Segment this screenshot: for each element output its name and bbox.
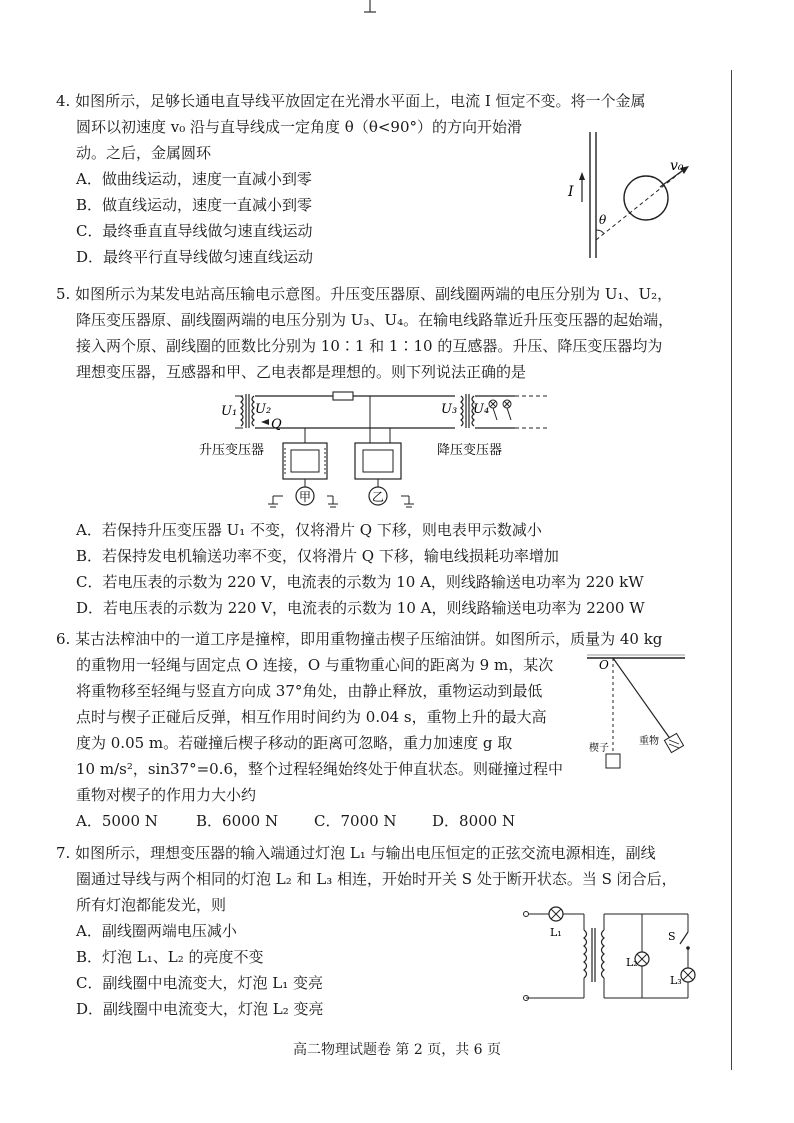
q4-option-a: A．做曲线运动，速度一直减小到零 xyxy=(76,170,312,188)
q4-angle-label: θ xyxy=(599,213,607,227)
q6-weight-label: 重物 xyxy=(639,736,659,747)
q4-figure xyxy=(560,130,700,260)
q5-u1-label: U₁ xyxy=(221,404,238,419)
q6-option-a: A．5000 N xyxy=(76,812,158,830)
q7-l1-label: L₁ xyxy=(550,926,562,939)
q7-option-c: C．副线圈中电流变大，灯泡 L₁ 变亮 xyxy=(76,974,323,992)
q5-step-down-label: 降压变压器 xyxy=(437,443,503,458)
margin-rule xyxy=(731,70,732,1070)
q5-meter-b-label: 乙 xyxy=(372,490,385,504)
q6-options-row xyxy=(56,808,696,834)
q7-option-b: B．灯泡 L₁、L₂ 的亮度不变 xyxy=(76,948,264,966)
q6-option-d: D．8000 N xyxy=(432,812,516,830)
q7-l2-label: L₂ xyxy=(626,956,638,969)
q5-u3-label: U₃ xyxy=(441,402,458,417)
q7-figure xyxy=(520,902,700,1010)
q6-line-6: 10 m/s²，sin37°=0.6，整个过程轻绳始终处于伸直状态。则碰撞过程中 xyxy=(76,760,564,778)
q6-option-b: B．6000 N xyxy=(196,812,279,830)
q5-option-a: A．若保持升压变压器 U₁ 不变，仅将滑片 Q 下移，则电表甲示数减小 xyxy=(76,521,542,539)
q6-wedge-label: 楔子 xyxy=(589,743,609,754)
q4-velocity-label: v₀ xyxy=(670,158,684,174)
q4-current-label: I xyxy=(568,184,574,200)
q5-line-4: 理想变压器，互感器和甲、乙电表都是理想的。则下列说法正确的是 xyxy=(76,363,527,381)
q5-figure xyxy=(199,388,555,513)
q6-line-3: 将重物移至轻绳与竖直方向成 37°角处，由静止释放，重物运动到最低 xyxy=(76,682,543,700)
q6-figure xyxy=(585,652,705,777)
q4-line-1: 4. 如图所示，足够长通电直导线平放固定在光滑水平面上，电流 I 恒定不变。将一个金属 xyxy=(56,92,646,110)
page-footer: 高二物理试题卷 第 2 页，共 6 页 xyxy=(292,1042,502,1058)
q4-option-c: C．最终垂直直导线做匀速直线运动 xyxy=(76,222,313,240)
q4-line-2: 圆环以初速度 v₀ 沿与直导线成一定角度 θ（θ<90°）的方向开始滑 xyxy=(76,118,523,136)
q5-u4-label: U₄ xyxy=(473,402,490,417)
question-5-options xyxy=(56,517,696,621)
q7-line-3: 所有灯泡都能发光，则 xyxy=(76,896,227,914)
q6-line-7: 重物对楔子的作用力大小约 xyxy=(76,786,257,804)
q7-line-2: 圈通过导线与两个相同的灯泡 L₂ 和 L₃ 相连，开始时开关 S 处于断开状态。当 S 闭合后， xyxy=(76,870,677,888)
q4-option-d: D．最终平行直导线做匀速直线运动 xyxy=(76,248,314,266)
q6-option-c: C．7000 N xyxy=(314,812,397,830)
q5-option-b: B．若保持发电机输送功率不变，仅将滑片 Q 下移，输电线损耗功率增加 xyxy=(76,547,559,565)
question-5 xyxy=(56,281,696,385)
q6-o-label: O xyxy=(599,658,609,672)
q5-line-1: 5. 如图所示为某发电站高压输电示意图。升压变压器原、副线圈两端的电压分别为 U₁、U₂， xyxy=(56,285,673,303)
q5-q-label: Q xyxy=(271,417,282,432)
q5-meter-a-label: 甲 xyxy=(299,490,312,504)
q7-option-a: A．副线圈两端电压减小 xyxy=(76,922,237,940)
q4-option-b: B．做直线运动，速度一直减小到零 xyxy=(76,196,313,214)
q5-u2-label: U₂ xyxy=(255,402,272,417)
q7-l3-label: L₃ xyxy=(670,974,682,987)
q7-line-1: 7. 如图所示，理想变压器的输入端通过灯泡 L₁ 与输出电压恒定的正弦交流电源相连，副线 xyxy=(56,844,656,862)
binding-mark xyxy=(364,0,376,14)
q5-line-3: 接入两个原、副线圈的匝数比分别为 10∶1 和 1∶10 的互感器。升压、降压变压器均为 xyxy=(76,337,663,355)
q6-line-5: 度为 0.05 m。若碰撞后楔子移动的距离可忽略，重力加速度 g 取 xyxy=(76,734,513,752)
q6-line-2: 的重物用一轻绳与固定点 O 连接，O 与重物重心间的距离为 9 m，某次 xyxy=(76,656,554,674)
q5-step-up-label: 升压变压器 xyxy=(199,443,265,458)
q5-line-2: 降压变压器原、副线圈两端的电压分别为 U₃、U₄。在输电线路靠近升压变压器的起始端， xyxy=(76,311,674,329)
q5-option-c: C．若电压表的示数为 220 V，电流表的示数为 10 A，则线路输送电功率为 220 kW xyxy=(76,573,644,591)
q7-s-label: S xyxy=(668,930,676,943)
q6-line-4: 点时与楔子正碰后反弹，相互作用时间约为 0.04 s，重物上升的最大高 xyxy=(76,708,547,726)
q7-option-d: D．副线圈中电流变大，灯泡 L₂ 变亮 xyxy=(76,1000,324,1018)
q6-line-1: 6. 某古法榨油中的一道工序是撞榨，即用重物撞击楔子压缩油饼。如图所示，质量为 40 kg xyxy=(56,630,663,648)
q5-option-d: D．若电压表的示数为 220 V，电流表的示数为 10 A，则线路输送电功率为 2200 W xyxy=(76,599,645,617)
q4-line-3: 动。之后，金属圆环 xyxy=(76,144,212,162)
